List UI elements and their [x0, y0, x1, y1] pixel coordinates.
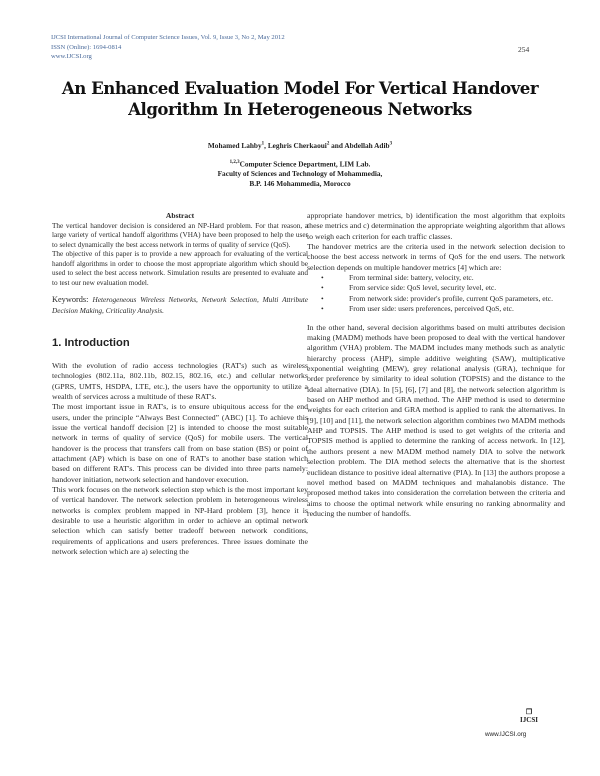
author-name: Leghris Cherkaoui: [267, 141, 327, 150]
author-affil-mark: 2: [326, 141, 330, 147]
book-icon: ❐: [525, 708, 533, 716]
title-line-2: Algorithm In Heterogeneous Networks: [128, 99, 472, 119]
body-paragraph: In the other hand, several decision algorithms based on multi attributes decision making (MADM) methods have been proposed to deal with the vertical handover algorithm (VHA) problem. The MADM includes many methods such as analytic hierarchy process (AHP), simple additive weighting (SAW), multiplicative exponential weighting (MEW), grey relational analysis (GRA), technique for order preference by similarity to ideal solution (TOPSIS) and the distance to the ideal alternative (DIA). In [5], [6], [7] and [8], the network selection algorithm is based on AHP method and GRA method. The AHP method is used to determine weights for each criterion and GRA method is applied to rank the alternatives. In [9], [10] and [11], the network selection algorithm combines two MADM methods AHP and TOPSIS. The AHP method is used to get weights of the criteria and TOPSIS method is applied to determine the ranking of access network. In [12], the authors present a new MADM method namely DIA to solve the network selection problem. The DIA method selects the alternative that is the shortest euclidean distance to positive ideal alternative (PIA). In [13] the authors propose a novel method based on MADM techniques and mahalanobis distance. The proposed method takes into consideration the correlation between the criteria and aims to choose the optimal network while ensuring no ranking abnormality and reducing the number of handoffs.: [307, 322, 565, 518]
right-column: [307, 211, 565, 519]
abstract-paragraph: The vertical handover decision is considered an NP-Hard problem. For that reason, a large variety of vertical handoff algorithms (VHA) have been proposed to help the user to select dynamically the best access network in terms of quality of service (QoS).: [52, 221, 308, 249]
keywords-label: Keywords:: [52, 295, 93, 305]
body-paragraph: With the evolution of radio access technologies (RAT's) such as wireless technologies (802.11a, 802.11b, 802.15, 802.16, etc.) and cellular networks (GPRS, UMTS, HSDPA, LTE, etc.), the users have the opportunity to utilize a wealth of services across a multitude of these RAT's.: [52, 360, 308, 401]
keywords-text: Heterogeneous Wireless Networks, Network Selection, Multi Attribute Decision Making, Criticality Analysis.: [52, 295, 309, 315]
author-separator: ,: [264, 141, 268, 150]
footer-url: www.IJCSI.org: [485, 731, 527, 738]
author-name: Mohamed Lahby: [207, 141, 262, 150]
author-list: [0, 141, 600, 150]
body-paragraph: The most important issue in RAT's, is to ensure ubiquitous access for the end users, under the principle “Always Best Connected” (ABC) [1]. To achieve this issue the vertical handoff decision [2] is intended to choose the most suitable network in terms of quality of service (QoS) for mobile users. The vertical handover is the process that transfers call from on base station (BS) or point of attachment (AP) which is base on one of RAT's to another base station which based on different RAT's. This process can be divided into three parts namely: handover initiation, network selection and handover execution.: [52, 402, 308, 484]
list-item: • From user side: users preferences, perceived QoS, etc.: [335, 304, 565, 314]
affil-mark: 1,2,3: [229, 160, 240, 165]
journal-header: [51, 33, 285, 62]
logo-text: IJCSI: [520, 716, 538, 724]
section-heading-introduction: 1. Introduction: [52, 337, 130, 350]
left-column: [52, 211, 308, 557]
body-paragraph: This work focuses on the network selection step which is the most important key of vertical handover. The network selection problem in heterogeneous wireless networks is complex problem mapped in NP-Hard problem [3], hence it is desirable to use a heuristic algorithm in order to achieve an optimal network selection which can satisfy better tradeoff between network conditions, requirements of applications and users preferences. Three issues dominate the network selection which are a) selecting the: [52, 485, 308, 557]
affil-line: B.P. 146 Mohammedia, Morocco: [249, 178, 351, 188]
affil-line: Faculty of Sciences and Technology of Mohammedia,: [217, 169, 383, 179]
author-affil-mark: 1: [261, 141, 265, 147]
abstract-paragraph: The objective of this paper is to provide a new approach for evaluating of the vertical handoff algorithms in order to choose the most appropriate algorithm which should be used to select the best access network. Simulation results are presented to evaluate and to test our new evaluation model.: [52, 250, 308, 287]
page-number: 254: [518, 45, 530, 54]
affil-line: Computer Science Department, LIM Lab.: [239, 159, 371, 169]
author-name: Abdellah Adib: [344, 141, 390, 150]
title-line-1: An Enhanced Evaluation Model For Vertical Handover: [61, 78, 539, 98]
abstract-heading: Abstract: [165, 211, 195, 220]
paper-title: [0, 78, 600, 120]
handover-metrics-list: [307, 273, 565, 315]
list-item: • From service side: QoS level, security level, etc.: [335, 283, 565, 293]
journal-website: www.IJCSI.org: [51, 53, 92, 60]
list-item: • From terminal side: battery, velocity, etc.: [335, 273, 565, 283]
list-item: • From network side: provider's profile, current QoS parameters, etc.: [335, 294, 565, 304]
author-affil-mark: 3: [389, 141, 393, 147]
author-separator: and: [329, 141, 345, 150]
keywords: [52, 295, 308, 316]
ijcsi-logo: [509, 709, 549, 724]
affiliation: [0, 158, 600, 188]
body-paragraph: The handover metrics are the criteria used in the network selection decision to choose the best access network in terms of QoS for the end users. The network selection depends on multiple handover metrics [4] which are:: [307, 242, 565, 272]
body-paragraph: appropriate handover metrics, b) identification the most algorithm that exploits these metrics and c) determination the appropriate weighting algorithm that allows to weigh each criterion for each traffic classes.: [307, 211, 565, 241]
journal-citation: IJCSI International Journal of Computer Science Issues, Vol. 9, Issue 3, No 2, May 2012: [51, 34, 285, 41]
issn: ISSN (Online): 1694-0814: [51, 43, 122, 51]
